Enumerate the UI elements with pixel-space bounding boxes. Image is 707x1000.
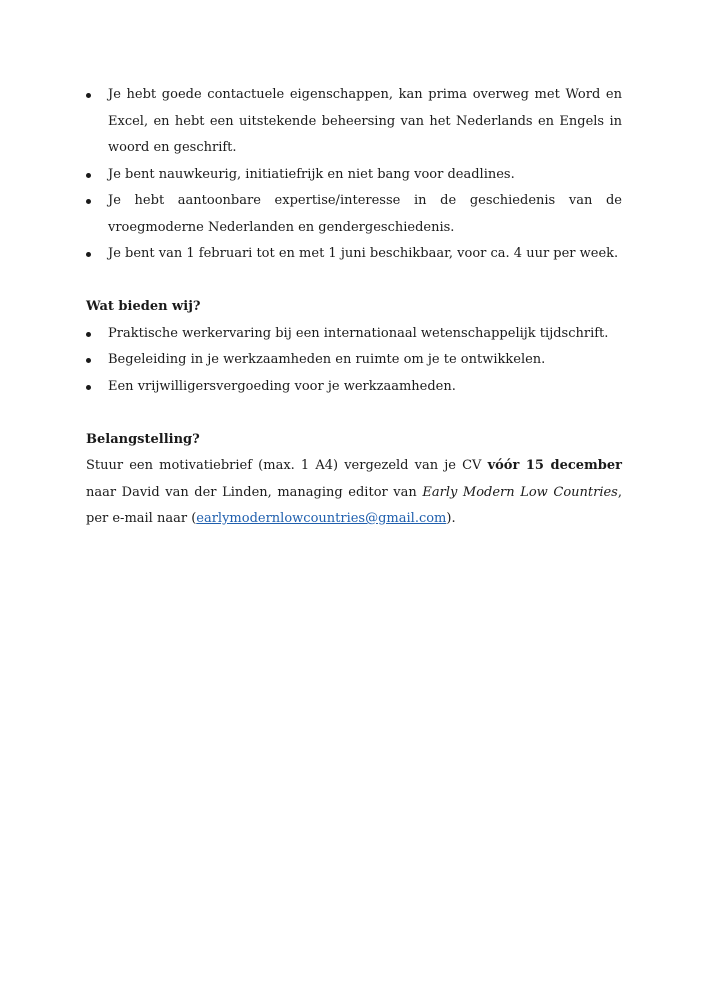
bullet-icon bbox=[86, 358, 91, 363]
bullet-icon bbox=[86, 332, 91, 337]
interest-text: , per e-mail naar ( bbox=[86, 484, 622, 526]
list-item-text: Je bent van 1 februari tot en met 1 juni beschikbaar, voor ca. 4 uur per week. bbox=[108, 246, 619, 261]
interest-heading: Belangstelling? bbox=[86, 431, 200, 447]
requirements-list bbox=[86, 82, 622, 268]
document-content bbox=[86, 82, 622, 533]
list-item-text: Een vrijwilligersvergoeding voor je werkzaamheden. bbox=[108, 378, 456, 394]
list-item bbox=[86, 162, 622, 189]
list-item-text: Praktische werkervaring bij een internationaal wetenschappelijk tijdschrift. bbox=[108, 325, 609, 341]
bullet-icon bbox=[86, 93, 91, 98]
list-item bbox=[86, 321, 622, 348]
bullet-icon bbox=[86, 199, 91, 204]
interest-text: ). bbox=[446, 511, 456, 526]
list-item-text: Begeleiding in je werkzaamheden en ruimte om je te ontwikkelen. bbox=[108, 352, 546, 367]
list-item-text: Je hebt goede contactuele eigenschappen, kan prima overweg met Word en Excel, en hebt een uitstekende beheersing van het Nederlands en Engels in woord en geschrift. bbox=[108, 87, 622, 155]
offer-heading: Wat bieden wij? bbox=[86, 299, 201, 314]
list-item bbox=[86, 82, 622, 162]
bullet-icon bbox=[86, 385, 91, 390]
interest-paragraph bbox=[86, 453, 622, 533]
list-item bbox=[86, 374, 622, 401]
interest-text: Stuur een motivatiebrief (max. 1 A4) vergezeld van je CV bbox=[86, 458, 488, 473]
list-item-text: Je hebt aantoonbare expertise/interesse in de geschiedenis van de vroegmoderne Nederlanden en gendergeschiedenis. bbox=[108, 193, 622, 235]
bullet-icon bbox=[86, 173, 91, 178]
journal-name: Early Modern Low Countries bbox=[422, 484, 618, 500]
deadline-text: vóór 15 december bbox=[487, 458, 622, 473]
spacer bbox=[86, 400, 622, 427]
interest-text: naar David van der Linden, managing editor van bbox=[86, 484, 423, 500]
spacer bbox=[86, 268, 622, 295]
list-item bbox=[86, 188, 622, 241]
list-item-text: Je bent nauwkeurig, initiatiefrijk en niet bang voor deadlines. bbox=[108, 166, 515, 182]
email-link[interactable]: earlymodernlowcountries@gmail.com bbox=[196, 511, 447, 526]
list-item bbox=[86, 241, 622, 268]
offer-list bbox=[86, 321, 622, 401]
bullet-icon bbox=[86, 252, 91, 257]
list-item bbox=[86, 347, 622, 374]
